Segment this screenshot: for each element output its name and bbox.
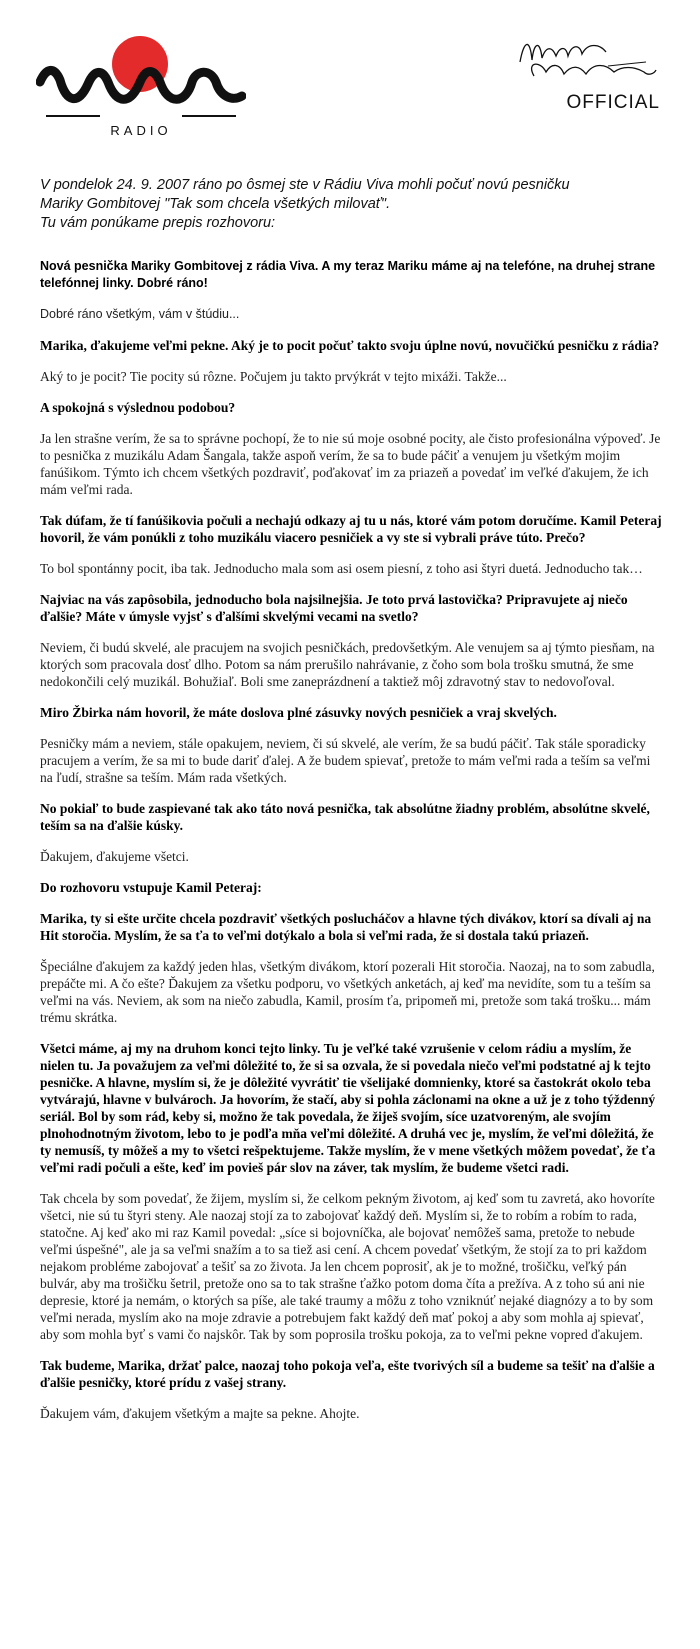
interviewer-paragraph: Marika, ďakujeme veľmi pekne. Aký je to pocit počuť takto svoju úplne novú, novučičkú pesničku z rádia? bbox=[40, 338, 660, 353]
intro-line: V pondelok 24. 9. 2007 ráno po ôsmej ste v Rádiu Viva mohli počuť novú pesničku bbox=[40, 177, 570, 193]
interviewer-paragraph: Najviac na vás zapôsobila, jednoducho bola najsilnejšia. Je toto prvá lastovička? Pripravujete aj niečo ďalšie? Máte v úmysle vyjsť s ďalšími skvelými vecami na svetlo? bbox=[40, 592, 628, 624]
intro-line: Tu vám ponúkame prepis rozhovoru: bbox=[40, 215, 276, 231]
interview-transcript bbox=[40, 258, 662, 1436]
intro-line: Mariky Gombitovej "Tak som chcela všetkých milovať". bbox=[40, 196, 391, 212]
interviewer-paragraph: Marika, ty si ešte určite chcela pozdraviť všetkých poslucháčov a hlavne tých divákov, ktorí sa dívali aj na Hit storočia. Myslím, že sa ťa to veľmi dotýkalo a bola si veľmi rada, že si dostala takú priazeň. bbox=[40, 911, 652, 943]
answer-paragraph: Tak chcela by som povedať, že žijem, myslím si, že celkom pekným životom, aj keď som tu zavretá, ako hovoríte všetci, nie sú tu štyri steny. Ale naozaj stojí za to zabojovať každý deň. Myslím si, že to robím a robím to rada, statočne. Aj keď ako mi raz Kamil povedal: „síce si bojovníčka, ale bojovať nemôžeš sama, pretože to nebude veľmi úspešné", ale ja sa veľmi snažím a to sa tiež asi cení. A chcem povedať všetkým, že stojí za to pri každom nejakom probléme zabojovať a tešiť sa zo života. Ja len chcem poprosiť, ak je to možné, trošičku, veľký pán bulvár, aby ma trošičku šetril, pretože ono sa to tak strašne ťažko potom doma číta a prežíva. A z toho sú ani nie depresie, ktoré ja nemám, o ktorých sa píše, ale také traumy a môžu z toho vzniknúť nejaké diagnózy a to by som veľmi nerada, myslím ako na moje zdravie a potrebujem fakt každý deň mať pokoj a aby som mohla aj spievať, aby som mohla byť s vami čo najskôr. Tak by som poprosila trošku pokoja, za to veľmi pekne vopred ďakujem. bbox=[40, 1191, 655, 1342]
answer-paragraph: Ďakujem vám, ďakujem všetkým a majte sa pekne. Ahojte. bbox=[40, 1406, 360, 1421]
interviewer-paragraph: Miro Žbirka nám hovoril, že máte doslova plné zásuvky nových pesničiek a vraj skvelých. bbox=[40, 705, 557, 720]
logo-radio-text: RADIO bbox=[110, 123, 172, 138]
interviewer-paragraph: No pokiaľ to bude zaspievané tak ako táto nová pesnička, tak absolútne žiadny problém, absolútne skvelé, teším sa na ďalšie kúsky. bbox=[40, 801, 650, 833]
viva-radio-logo bbox=[36, 20, 246, 150]
official-label: OFFICIAL bbox=[566, 92, 660, 113]
answer-paragraph: Špeciálne ďakujem za každý jeden hlas, všetkým divákom, ktorí pozerali Hit storočia. Naozaj, na to som zabudla, prepáčte mi. A čo ešte? Ďakujem za všetku podporu, vo všetkých anketách, aj keď ma nevidíte, som tu a teším sa veľmi na vás. Neviem, ak som na niečo zabudla, Kamil, prosím ťa, pripomeň mi, pretože som taká trošku... mám trému skrátka. bbox=[40, 959, 655, 1025]
intro-text bbox=[40, 176, 660, 233]
viva-logo-icon bbox=[36, 20, 246, 120]
answer-paragraph: Neviem, či budú skvelé, ale pracujem na svojich pesničkách, predovšetkým. Ale venujem sa aj týmto piesňam, na ktorých som pracovala dosť dlho. Potom sa nám prerušilo nahrávanie, z čoho som bola trošku smutná, že sme nedokončili celý muzikál. Bohužiaľ. Boli sme zaneprázdnení a taktiež môj zdravotný stav to nedovoľoval. bbox=[40, 640, 655, 689]
interviewer-paragraph: A spokojná s výslednou podobou? bbox=[40, 400, 236, 415]
interviewer-paragraph: Tak dúfam, že tí fanúšikovia počuli a nechajú odkazy aj tu u nás, ktoré vám potom doručíme. Kamil Peteraj hovoril, že vám ponúkli z toho muzikálu viacero pesničiek a vy ste si vybrali práve túto. Prečo? bbox=[40, 513, 662, 545]
interviewer-paragraph: Všetci máme, aj my na druhom konci tejto linky. Tu je veľké také vzrušenie v celom rádiu a myslím, že nielen tu. Ja považujem za veľmi dôležité to, že si sa ozvala, že si povedala niečo veľmi podstatné aj k tejto pesničke. A hlavne, myslím si, že je dôležité vyvrátiť tie všelijaké domnienky, ktoré sa častokrát okolo teba vytvárajú, hlavne v bulvároch. Ja hovorím, že stačí, aby si pohla záclonami na okne a už je z toho týždenný seriál. Bol by som rád, keby si, možno že tak povedala, že žiješ svojím, síce uzatvoreným, ale svojím plnohodnotným životom, lebo to je podľa mňa veľmi dôležité. A druhá vec je, myslím, že veľmi dôležitá, že ty nemusíš, ty môžeš a my to všetci rešpektujeme. Takže myslím, že v mene všetkých môžem povedať, že ťa veľmi radi počuli a ešte, keď im povieš pár slov na záver, tak myslím, že budeme všetci radi. bbox=[40, 1041, 656, 1175]
interviewer-paragraph: Tak budeme, Marika, držať palce, naozaj toho pokoja veľa, ešte tvorivých síl a budeme sa tešiť na ďalšie a ďalšie pesničky, ktoré prídu z vašej strany. bbox=[40, 1358, 655, 1390]
answer-paragraph: Ďakujem, ďakujeme všetci. bbox=[40, 849, 189, 864]
answer-paragraph: Pesničky mám a neviem, stále opakujem, neviem, či sú skvelé, ale verím, že sa budú páčiť. Tak stále sporadicky pracujem a verím, že sa mi to bude dariť ďalej. A že budem spievať, pretože to mám veľmi rada a teším sa veľmi na ľudí, strašne sa teším. Mám rada všetkých. bbox=[40, 736, 651, 785]
signature-icon bbox=[510, 32, 660, 82]
answer-paragraph: Dobré ráno všetkým, vám v štúdiu... bbox=[40, 307, 240, 321]
answer-paragraph: Aký to je pocit? Tie pocity sú rôzne. Počujem ju takto prvýkrát v tejto mixáži. Takže... bbox=[40, 369, 507, 384]
interviewer-paragraph: Do rozhovoru vstupuje Kamil Peteraj: bbox=[40, 880, 262, 895]
page-header bbox=[0, 0, 700, 170]
interviewer-paragraph: Nová pesnička Mariky Gombitovej z rádia Viva. A my teraz Mariku máme aj na telefóne, na druhej strane telefónnej linky. Dobré ráno! bbox=[40, 259, 656, 290]
answer-paragraph: To bol spontánny pocit, iba tak. Jednoducho mala som asi osem piesní, z toho asi štyri duetá. Jednoducho tak… bbox=[40, 561, 643, 576]
answer-paragraph: Ja len strašne verím, že sa to správne pochopí, že to nie sú moje osobné pocity, ale čisto profesionálna výpoveď. Je to pesnička z muzikálu Adam Šangala, takže aspoň verím, že sa to bude páčiť a venujem ju všetkým mojim fanúšikom. Týmto ich chcem všetkých pozdraviť, poďakovať im za priazeň a povedať im veľké ďakujem, že ich mám veľmi rada. bbox=[40, 431, 661, 497]
